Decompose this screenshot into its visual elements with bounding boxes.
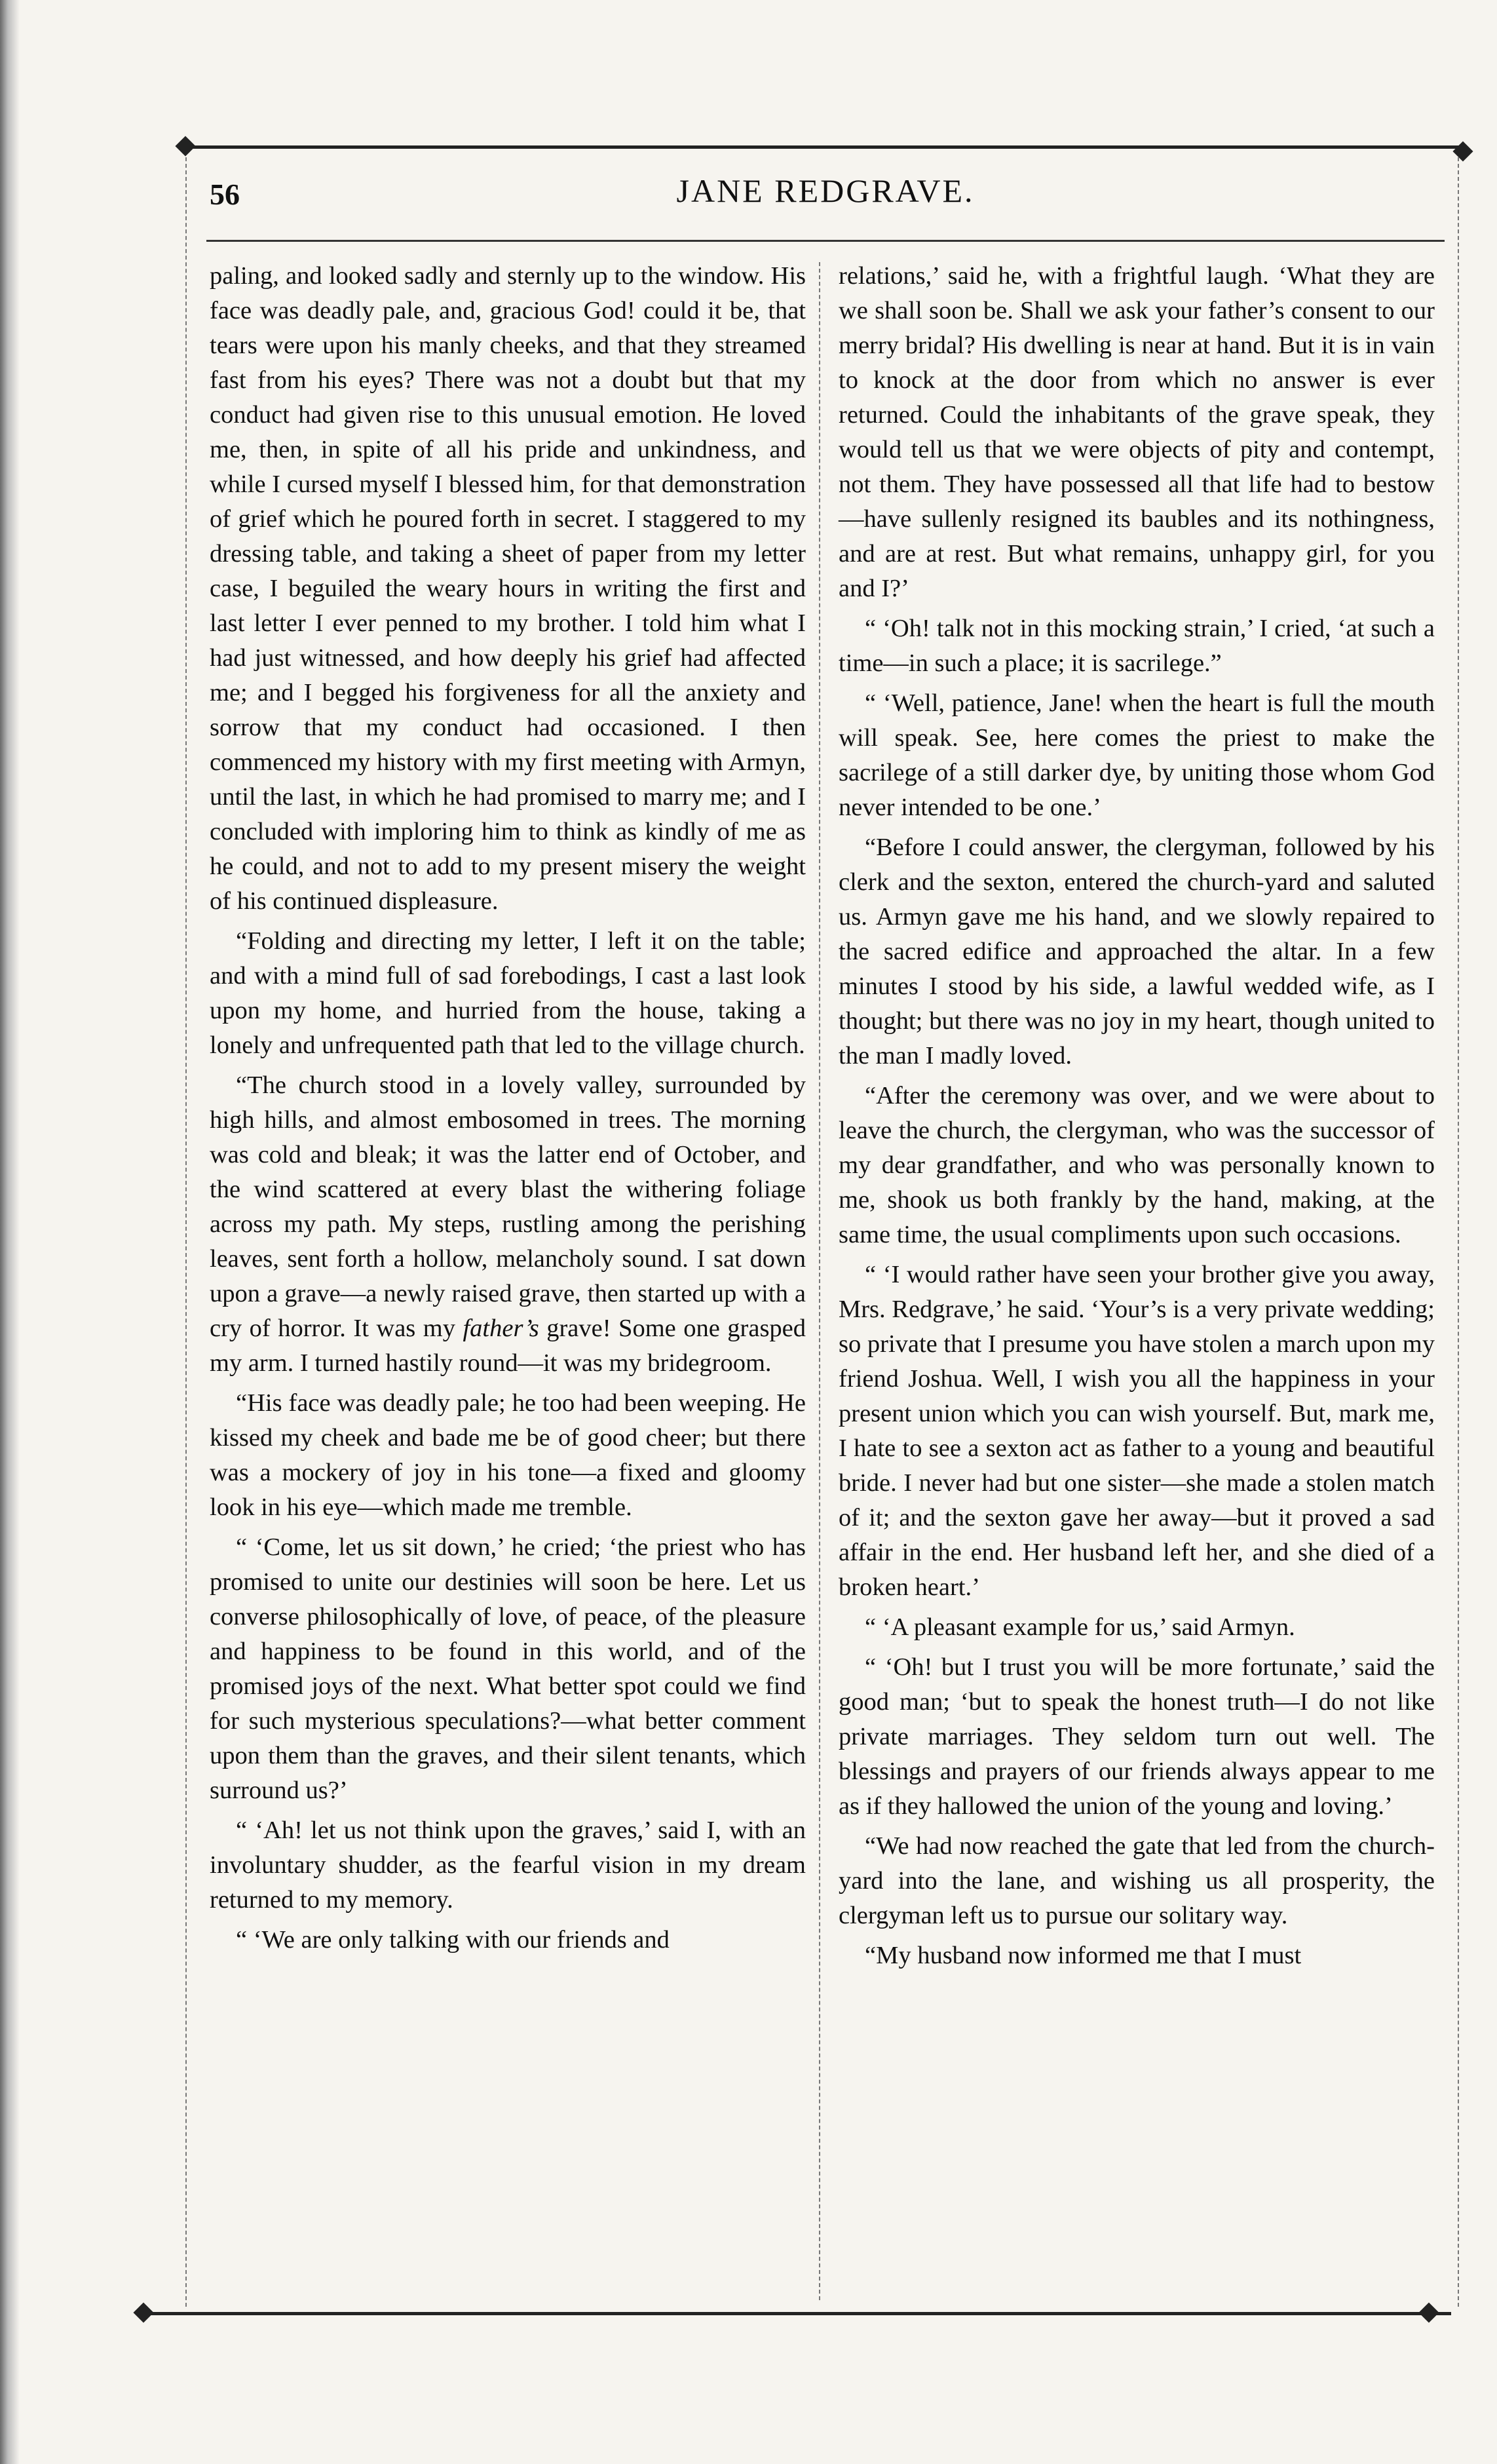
running-head: JANE REDGRAVE. bbox=[676, 172, 975, 209]
paragraph: “ ‘Oh! talk not in this mocking strain,’ I cried, ‘at such a time—in such a place; it is sacrilege.” bbox=[839, 615, 1435, 677]
paragraph: relations,’ said he, with a frightful laugh. ‘What they are we shall soon be. Shall we ask your father’s consent to our merry bridal? His dwelling is near at hand. But it is in vain to knock at the door from which no answer is ever returned. Could the inhabitants of the grave speak, they would tell us that we were objects of pity and contempt, not them. They have possessed all that life had to bestow—have sullenly resigned its baubles and its nothingness, and are at rest. But what remains, unhappy girl, for you and I?’ bbox=[839, 262, 1435, 602]
paragraph: “We had now reached the gate that led from the church-yard into the lane, and wishing us all prosperity, the clergyman left us to pursue our solitary way. bbox=[839, 1832, 1435, 1929]
column-divider bbox=[819, 262, 820, 2300]
page-number: 56 bbox=[210, 178, 240, 211]
paragraph: “ ‘Oh! but I trust you will be more fortunate,’ said the good man; ‘but to speak the honest truth—I do not like private marriages. They seldom turn out well. The blessings and prayers of our friends always appear to me as if they hallowed the union of the young and loving.’ bbox=[839, 1653, 1435, 1820]
paragraph: “ ‘Come, let us sit down,’ he cried; ‘the priest who has promised to unite our destinies will soon be here. Let us converse philosophically of love, of peace, of the pleasure and happiness to be found in this world, and of the promised joys of the next. What better spot could we find for such mysterious speculations?—what better comment upon them than the graves, and their silent tenants, which surround us?’ bbox=[210, 1533, 806, 1804]
paragraph-text: grave! Some one grasped my arm. I turned hastily round—it was my bridegroom. bbox=[210, 1315, 806, 1377]
page-header bbox=[210, 172, 1441, 224]
paragraph: “ ‘Ah! let us not think upon the graves,’ said I, with an involuntary shudder, as the fearful vision in my dream returned to my memory. bbox=[210, 1817, 806, 1914]
bottom-border-rule bbox=[141, 2312, 1451, 2315]
italic-word: father’s bbox=[463, 1315, 539, 1342]
paragraph: “Before I could answer, the clergyman, followed by his clerk and the sexton, entered the church-yard and saluted us. Armyn gave me his hand, and we slowly repaired to the sacred edifice and approached the altar. In a few minutes I stood by his side, a lawful wedded wife, as I thought; but there was no joy in my heart, though united to the man I madly loved. bbox=[839, 834, 1435, 1069]
top-border-rule bbox=[180, 145, 1464, 149]
right-margin-border bbox=[1458, 157, 1459, 2307]
paragraph: “After the ceremony was over, and we were about to leave the church, the clergyman, who was the successor of my dear grandfather, and who was personally known to me, shook us both frankly by the hand, making, at the same time, the usual compliments upon such occasions. bbox=[839, 1082, 1435, 1248]
top-left-ornament bbox=[175, 136, 195, 156]
bottom-left-ornament bbox=[133, 2302, 153, 2322]
paragraph bbox=[210, 1068, 806, 1381]
paragraph: “ ‘We are only talking with our friends and bbox=[236, 1926, 670, 1954]
top-right-ornament bbox=[1452, 141, 1473, 161]
bottom-right-ornament bbox=[1418, 2302, 1439, 2322]
paragraph-text: “The church stood in a lovely valley, surrounded by high hills, and almost embosomed in trees. The morning was cold and bleak; it was the latter end of October, and the wind scattered at every blast the withering foliage across my path. My steps, rustling among the perishing leaves, sent forth a hollow, melancholy sound. I sat down upon a grave—a newly raised grave, then started up with a cry of horror. It was my bbox=[210, 1071, 806, 1342]
page-edge-shadow bbox=[0, 0, 20, 2464]
paragraph: “ ‘I would rather have seen your brother give you away, Mrs. Redgrave,’ he said. ‘Your’s is a very private wedding; so private that I presume you have stolen a march upon my friend Joshua. Well, I wish you all the happiness in your present union which you can wish yourself. But, mark me, I hate to see a sexton act as father to a young and beautiful bride. I never had but one sister—she made a stolen match of it; and the sexton gave her away—but it proved a sad affair in the end. Her husband left her, and she died of a broken heart.’ bbox=[839, 1261, 1435, 1601]
right-column bbox=[839, 259, 1435, 1978]
paragraph: “ ‘Well, patience, Jane! when the heart is full the mouth will speak. See, here comes the priest to make the sacrilege of a still darker dye, by uniting those whom God never intended to be one.’ bbox=[839, 689, 1435, 821]
paragraph: “His face was deadly pale; he too had been weeping. He kissed my cheek and bade me be of good cheer; but there was a mockery of joy in his tone—a fixed and gloomy look in his eye—which made me tremble. bbox=[210, 1389, 806, 1521]
paragraph: “Folding and directing my letter, I left it on the table; and with a mind full of sad forebodings, I cast a last look upon my home, and hurried from the house, taking a lonely and unfrequented path that led to the village church. bbox=[210, 927, 806, 1059]
paragraph: “ ‘A pleasant example for us,’ said Armyn. bbox=[865, 1613, 1295, 1641]
header-rule bbox=[206, 240, 1445, 242]
paragraph: paling, and looked sadly and sternly up to the window. His face was deadly pale, and, gracious God! could it be, that tears were upon his manly cheeks, and that they streamed fast from his eyes? There was not a doubt but that my conduct had given rise to this unusual emotion. He loved me, then, in spite of all his pride and unkindness, and while I cursed myself I blessed him, for that demonstration of grief which he poured forth in secret. I staggered to my dressing table, and taking a sheet of paper from my letter case, I beguiled the weary hours in writing the first and last letter I ever penned to my brother. I told him what I had just witnessed, and how deeply his grief had affected me; and I begged his forgiveness for all the anxiety and sorrow that my conduct had occasioned. I then commenced my history with my first meeting with Armyn, until the last, in which he had promised to marry me; and I concluded with imploring him to think as kindly of me as he could, and not to add to my present misery the weight of his continued displeasure. bbox=[210, 262, 806, 915]
left-column bbox=[210, 259, 806, 1963]
paragraph: “My husband now informed me that I must bbox=[865, 1942, 1302, 1969]
left-margin-border bbox=[185, 157, 187, 2307]
